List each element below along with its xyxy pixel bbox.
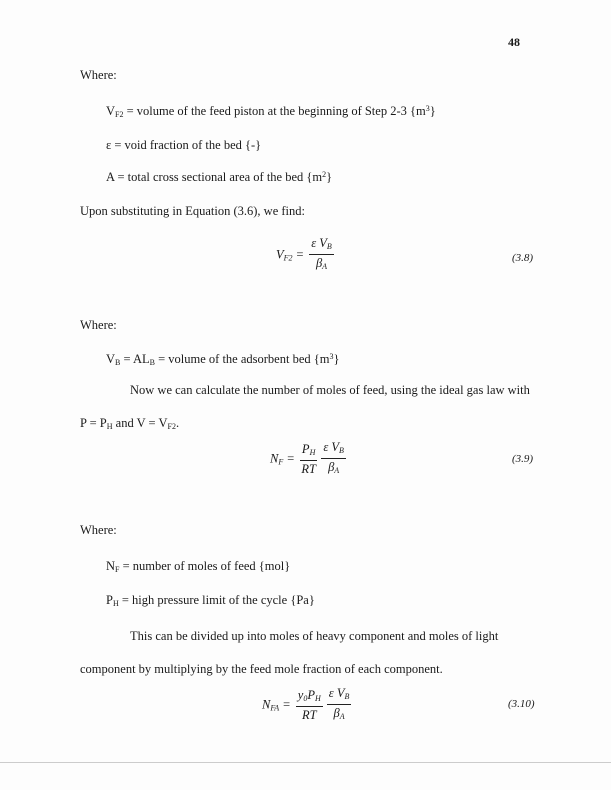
where-label: Where: [80,318,117,332]
equation-label-3-10: (3.10) [508,698,535,710]
equation-3-10: $N_{FA}$ = $\frac{y_0P_H}{RT}$ $\frac{\varepsilon V_B}{\beta_A}$ [262,686,350,722]
definition-epsilon: ε = void fraction of the bed {-} [106,138,262,152]
where-label: Where: [80,523,117,537]
paragraph-line: Now we can calculate the number of moles of feed, using the ideal gas law with [130,383,530,397]
paragraph-line: $P = P_H$ and $V = V_{F2}$. [80,416,180,431]
equation-3-8: $V_{F2}$ = $\frac{\varepsilon V_B}{\beta_A}$ [276,236,332,271]
definition-vf2: $V_{F2}$ = volume of the feed piston at the beginning of Step 2-3 $\{m^3\}$ [106,104,436,119]
intro-eq-3-8: Upon substituting in Equation (3.6), we find: [80,204,305,218]
equation-label-3-9: (3.9) [512,453,534,465]
definition-vb: $V_B = AL_B$ = volume of the adsorbent bed $\{m^3\}$ [106,352,340,367]
definition-ph: $P_H$ = high pressure limit of the cycle {Pa} [106,593,315,608]
equation-3-9: $N_F$ = $\frac{P_H}{RT}$ $\frac{\varepsilon V_B}{\beta_A}$ [270,440,344,476]
page-number: 48 [508,35,520,49]
equation-label-3-8: (3.8) [512,252,534,264]
paragraph-line: component by multiplying by the feed mole fraction of each component. [80,662,443,676]
page-bottom-edge [0,762,611,763]
definition-nf: $N_F$ = number of moles of feed {mol} [106,559,291,574]
definition-area: A = total cross sectional area of the bed $\{m^2\}$ [106,170,333,184]
where-label: Where: [80,68,117,82]
paragraph-line: This can be divided up into moles of heavy component and moles of light [130,629,499,643]
